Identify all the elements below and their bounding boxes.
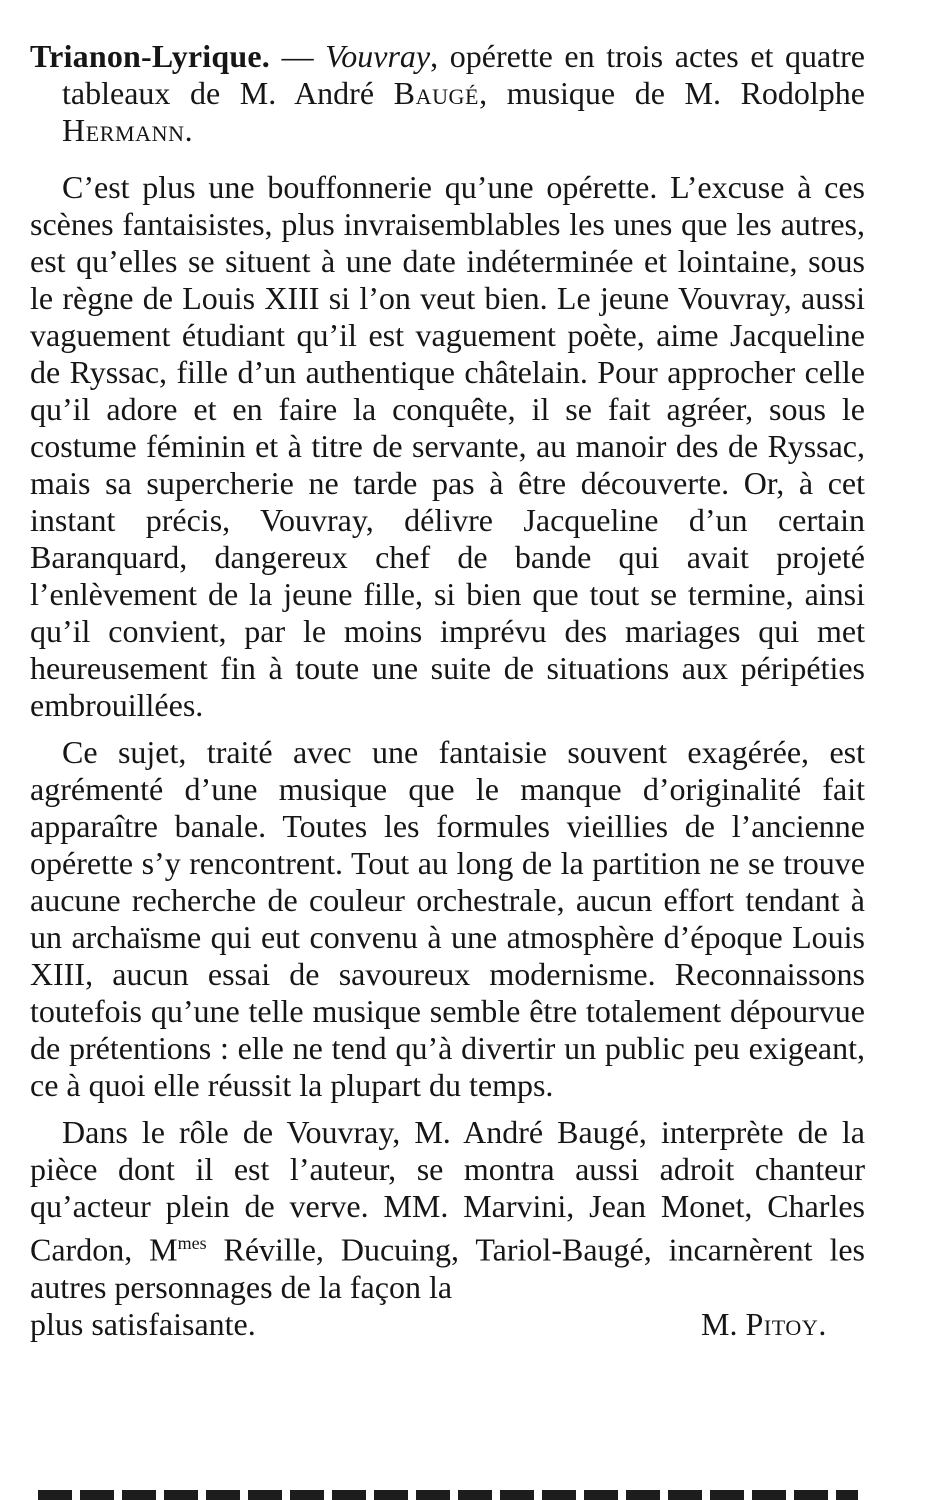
mesdames-abbrev: mes — [177, 1233, 207, 1253]
heading-text: . — [184, 112, 193, 148]
venue-name: Trianon-Lyrique. — [30, 38, 270, 74]
closing-line — [30, 1306, 865, 1343]
cast-text: Réville, Ducuing, Tariol-Baugé, incarnèrent les autres personnages de la façon la — [30, 1231, 866, 1305]
signature-surname: Pitoy. — [745, 1305, 827, 1342]
author-surname: Baugé — [393, 75, 480, 111]
paragraph-cast — [30, 1114, 865, 1306]
heading-dash: — — [269, 38, 326, 74]
cast-text: Dans le rôle de Vouvray, M. André Baugé, interprète de la pièce dont il est l’auteur, se montra aussi adroit chanteur qu’acteur plein de verve. MM. Marvini, Jean Monet, Charles Cardon, M — [30, 1114, 865, 1268]
composer-surname: Hermann — [62, 112, 185, 148]
operetta-title: Vouvray — [325, 38, 431, 74]
heading-text: , opérette en trois actes et quatre tableaux de M. André — [62, 38, 866, 111]
decorative-rule — [38, 1490, 858, 1500]
review-article — [30, 38, 865, 1343]
review-heading — [30, 38, 865, 149]
paragraph-plot: C’est plus une bouffonnerie qu’une opérette. L’excuse à ces scènes fantaisistes, plus invraisemblables les unes que les autres, est qu’elles se situent à une date indéterminée et lointaine, sous le règne de Louis XIII si l’on veut bien. Le jeune Vouvray, aussi vaguement étudiant qu’il est vaguement poète, aime Jacqueline de Ryssac, fille d’un authentique châtelain. Pour approcher celle qu’il adore et en faire la conquête, il se fait agréer, sous le costume féminin et à titre de servante, au manoir des de Ryssac, mais sa supercherie ne tarde pas à être découverte. Or, à cet instant précis, Vouvray, délivre Jacqueline d’un certain Baranquard, dangereux chef de bande qui avait projeté l’enlèvement de la jeune fille, si bien que tout se termine, ainsi qu’il convient, par le moins imprévu des mariages qui met heureusement fin à toute une suite de situations aux péripéties embrouillées. — [30, 169, 865, 723]
closing-text: plus satisfaisante. — [30, 1305, 256, 1342]
signature: M. Pitoy. — [701, 1305, 827, 1342]
paragraph-music: Ce sujet, traité avec une fantaisie souvent exagérée, est agrémenté d’une musique que le manque d’originalité fait apparaître banale. Toutes les formules vieillies de l’ancienne opérette s’y rencontrent. Tout au long de la partition ne se trouve aucune recherche de couleur orchestrale, aucun effort tendant à un archaïsme qui eut convenu à une atmosphère d’époque Louis XIII, aucun essai de savoureux modernisme. Reconnaissons toutefois qu’une telle musique semble être totalement dépourvue de prétentions : elle ne tend qu’à divertir un public peu exigeant, ce à quoi elle réussit la plupart du temps. — [30, 734, 865, 1103]
heading-text: , musique de M. Rodolphe — [479, 75, 866, 111]
